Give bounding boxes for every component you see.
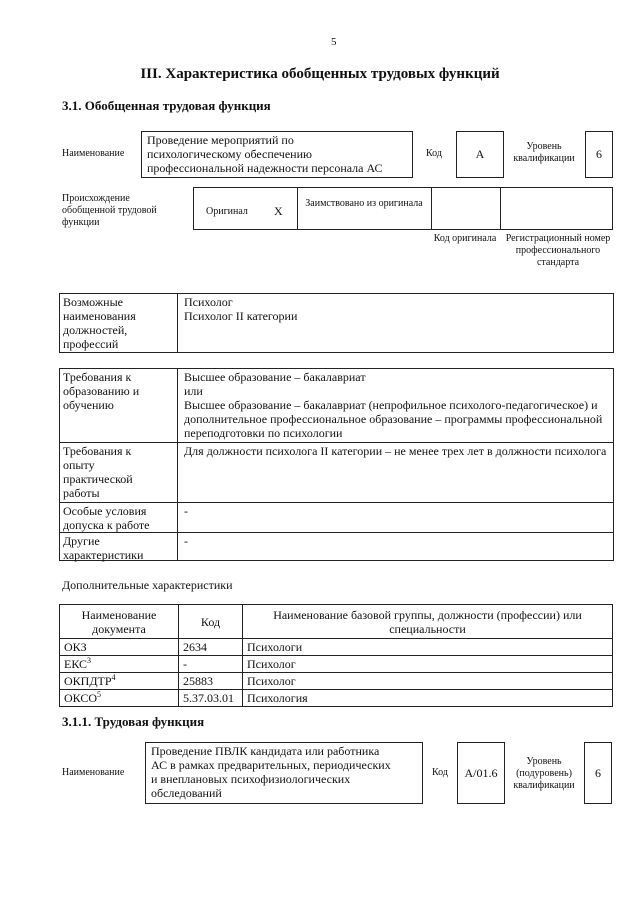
- header-doc: Наименование документа: [60, 605, 179, 639]
- tf-name-line: АС в рамках предварительных, периодических: [151, 758, 391, 772]
- tf-level-value: 6: [595, 766, 601, 780]
- doc-cell: ОКПДТР$^4$: [60, 673, 179, 690]
- name-cell: Психолог: [243, 673, 613, 690]
- tf-level-box: [584, 742, 612, 804]
- positions-table: [59, 293, 614, 353]
- additional-title: Дополнительные характеристики: [62, 578, 233, 592]
- req-text: Высшее образование – бакалавриат: [184, 370, 366, 384]
- code-cell: 25883: [179, 673, 243, 690]
- req-label: Требования к образованию и обучению: [63, 370, 140, 412]
- name-cell: Психология: [243, 690, 613, 707]
- tf-code-box: [457, 742, 505, 804]
- tf-level-label: Уровень (подуровень) квалификации: [513, 756, 575, 791]
- gtf-origin-label: Происхождение обобщенной трудовой функции: [62, 193, 157, 228]
- tf-heading: 3.1.1. Трудовая функция: [62, 714, 205, 729]
- req-text: -: [184, 534, 188, 548]
- tf-code-value: А/01.6: [464, 766, 498, 780]
- gtf-code-box: [456, 131, 504, 178]
- req-label: Требования к опыту практической работы: [63, 444, 133, 500]
- gtf-name-line: профессиональной надежности персонала АС: [147, 161, 383, 175]
- table-row: [60, 673, 613, 690]
- original-label: Оригинал: [206, 206, 248, 217]
- doc-cell: ОКЗ: [60, 639, 179, 656]
- original-mark: X: [274, 204, 283, 218]
- tf-code-label: Код: [432, 767, 448, 778]
- section-title: III. Характеристика обобщенных трудовых функций: [140, 66, 500, 82]
- position-value: Психолог: [184, 295, 233, 309]
- table-row: [60, 656, 613, 673]
- tf-name-line: и внеплановых психофизиологических: [151, 772, 351, 786]
- header-name: Наименование базовой группы, должности (профессии) или специальности: [243, 605, 613, 639]
- req-label: Другие характеристики: [63, 534, 144, 562]
- tf-name-line: обследований: [151, 786, 222, 800]
- gtf-level-box: [585, 131, 613, 178]
- req-text: или: [184, 384, 203, 398]
- additional-table: [59, 604, 613, 707]
- additional-header-row: [60, 605, 613, 639]
- req-text: Для должности психолога II категории – не менее трех лет в должности психолога: [184, 444, 607, 458]
- requirements-table: [59, 368, 614, 561]
- gtf-code-value: А: [475, 147, 485, 161]
- page-number: 5: [331, 36, 337, 48]
- doc-cell: ЕКС$^3$: [60, 656, 179, 673]
- table-row: [60, 639, 613, 656]
- orig-code-label: Код оригинала: [433, 233, 497, 244]
- tf-name-label: Наименование: [62, 767, 125, 778]
- name-cell: Психологи: [243, 639, 613, 656]
- code-cell: 5.37.03.01: [179, 690, 243, 707]
- gtf-heading: 3.1. Обобщенная трудовая функция: [62, 98, 271, 113]
- code-cell: -: [179, 656, 243, 673]
- name-cell: Психолог: [243, 656, 613, 673]
- gtf-level-label: Уровень квалификации: [513, 141, 575, 164]
- gtf-level-value: 6: [596, 147, 602, 161]
- doc-cell: ОКСО$^5$: [60, 690, 179, 707]
- position-value: Психолог II категории: [184, 309, 298, 323]
- gtf-origin-grid: [193, 187, 613, 230]
- req-text: Высшее образование – бакалавриат (непрофильное психолого-педагогическое) и дополнительное профессиональное образование – программы профессиональной переподготовки по психологии: [184, 398, 603, 440]
- gtf-code-label: Код: [426, 148, 442, 159]
- gtf-name-line: Проведение мероприятий по: [147, 133, 294, 147]
- gtf-name-box: [141, 131, 413, 178]
- tf-name-box: [145, 742, 423, 804]
- code-cell: 2634: [179, 639, 243, 656]
- req-text: -: [184, 504, 188, 518]
- gtf-name-label: Наименование: [62, 148, 125, 159]
- gtf-name-line: психологическому обеспечению: [147, 147, 312, 161]
- header-code: Код: [179, 605, 243, 639]
- tf-name-line: Проведение ПВЛК кандидата или работника: [151, 744, 380, 758]
- table-row: [60, 690, 613, 707]
- positions-label: Возможные наименования должностей, профессий: [63, 295, 136, 351]
- req-label: Особые условия допуска к работе: [63, 504, 150, 532]
- reg-num-label: Регистрационный номер профессионального стандарта: [505, 233, 611, 268]
- borrowed-label: Заимствовано из оригинала: [305, 198, 423, 209]
